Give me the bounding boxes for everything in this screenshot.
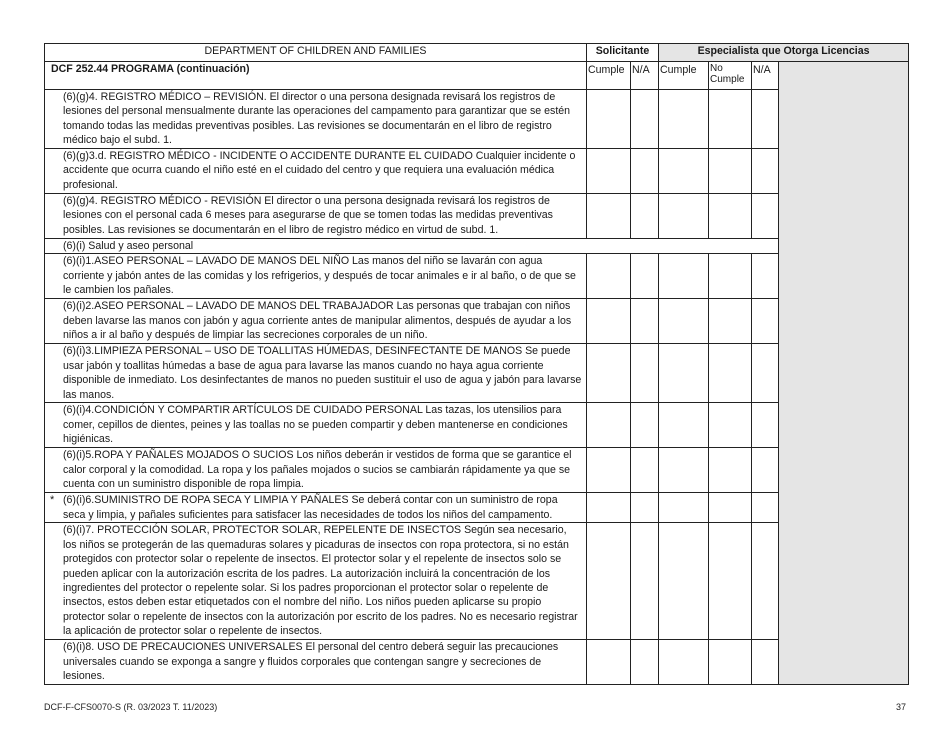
requirement-body: (6)(g)3.d. REGISTRO MÉDICO - INCIDENTE O ACCIDENTE DURANTE EL CUIDADO Cualquier incidente o accidente que ocurra cuando el niño esté en el cuidado del centro y que requiera una evaluación médica profesional.: [63, 150, 576, 191]
specialist-cumple-cell[interactable]: [659, 254, 709, 299]
requirement-text: [45, 448, 587, 493]
specialist-na-cell[interactable]: [752, 344, 779, 403]
requirement-text: [45, 493, 587, 523]
applicant-cumple-cell[interactable]: [587, 90, 631, 149]
requirement-text: [45, 403, 587, 448]
requirement-body: (6)(i)2.ASEO PERSONAL – LAVADO DE MANOS DEL TRABAJADOR Las personas que trabajan con niños deben lavarse las manos con jabón y agua corriente antes de manipular alimentos, después de ayudar a los niños a ir al baño y después de limpiar las secreciones corporales de un niño.: [63, 300, 572, 342]
applicant-na-cell[interactable]: [631, 344, 659, 403]
col-na-especialista: N/A: [752, 62, 779, 90]
specialist-no-cumple-cell[interactable]: [709, 448, 752, 493]
specialist-na-cell[interactable]: [752, 448, 779, 493]
specialist-cumple-cell[interactable]: [659, 299, 709, 344]
requirement-text: [45, 640, 587, 685]
requirement-text: [45, 149, 587, 194]
specialist-na-cell[interactable]: [752, 523, 779, 640]
shaded-column: [779, 62, 909, 685]
specialist-no-cumple-cell[interactable]: [709, 493, 752, 523]
specialist-na-cell[interactable]: [752, 493, 779, 523]
applicant-cumple-cell[interactable]: [587, 523, 631, 640]
specialist-na-cell[interactable]: [752, 403, 779, 448]
applicant-na-cell[interactable]: [631, 299, 659, 344]
specialist-no-cumple-cell[interactable]: [709, 90, 752, 149]
specialist-no-cumple-cell[interactable]: [709, 403, 752, 448]
specialist-no-cumple-cell[interactable]: [709, 194, 752, 239]
requirement-text: [45, 90, 587, 149]
requirement-body: (6)(i)3.LIMPIEZA PERSONAL – USO DE TOALLITAS HÚMEDAS, DESINFECTANTE DE MANOS Se puede usar jabón y toallitas húmedas a base de agua para lavarse las manos cuando no haya agua corriente disponible de inmediato. Los desinfectantes de manos no pueden sustituir el uso de agua y jabón para lavarse las manos.: [63, 345, 582, 401]
requirement-text: [45, 299, 587, 344]
requirement-text: [45, 344, 587, 403]
specialist-cumple-cell[interactable]: [659, 403, 709, 448]
col-na-solicitante: N/A: [631, 62, 659, 90]
requirement-body: (6)(i)1.ASEO PERSONAL – LAVADO DE MANOS DEL NIÑO Las manos del niño se lavarán con agua corriente y jabón antes de las comidas y los refrigerios, y después de tocar animales e ir al baño, o de que se le cambien los pañales.: [63, 255, 576, 297]
requirement-text: [45, 254, 587, 299]
specialist-no-cumple-cell[interactable]: [709, 149, 752, 194]
requirement-text: [45, 194, 587, 239]
applicant-na-cell[interactable]: [631, 448, 659, 493]
applicant-cumple-cell[interactable]: [587, 254, 631, 299]
section-title: DCF 252.44 PROGRAMA (continuación): [45, 62, 587, 90]
col-cumple-especialista: Cumple: [659, 62, 709, 90]
specialist-na-cell[interactable]: [752, 299, 779, 344]
department-heading: DEPARTMENT OF CHILDREN AND FAMILIES: [45, 44, 587, 62]
specialist-cumple-cell[interactable]: [659, 90, 709, 149]
requirement-body: (6)(i)6.SUMINISTRO DE ROPA SECA Y LIMPIA Y PAÑALES Se deberá contar con un suministro de ropa seca y limpia, y pañales suficientes para satisfacer las necesidades de todos los niños del campamento.: [63, 494, 558, 521]
checklist-table: [44, 43, 909, 685]
applicant-na-cell[interactable]: [631, 403, 659, 448]
specialist-cumple-cell[interactable]: [659, 523, 709, 640]
specialist-cumple-cell[interactable]: [659, 194, 709, 239]
column-header-row: [45, 62, 909, 90]
applicant-na-cell[interactable]: [631, 194, 659, 239]
header-row: [45, 44, 909, 62]
requirement-body: (6)(i)5.ROPA Y PAÑALES MOJADOS O SUCIOS Los niños deberán ir vestidos de forma que se garantice el calor corporal y la comodidad. La ropa y los pañales mojados o sucios se cambiarán rápidamente ya que se cuenta con un suministro disponible de ropa limpia.: [63, 449, 572, 491]
applicant-na-cell[interactable]: [631, 254, 659, 299]
page-number: 37: [895, 702, 906, 712]
especialista-heading: Especialista que Otorga Licencias: [659, 44, 909, 62]
col-cumple-solicitante: Cumple: [587, 62, 631, 90]
specialist-na-cell[interactable]: [752, 149, 779, 194]
applicant-na-cell[interactable]: [631, 90, 659, 149]
specialist-no-cumple-cell[interactable]: [709, 254, 752, 299]
specialist-na-cell[interactable]: [752, 194, 779, 239]
applicant-na-cell[interactable]: [631, 149, 659, 194]
applicant-cumple-cell[interactable]: [587, 344, 631, 403]
applicant-cumple-cell[interactable]: [587, 493, 631, 523]
requirement-body: (6)(i)4.CONDICIÓN Y COMPARTIR ARTÍCULOS DE CUIDADO PERSONAL Las tazas, los utensilios para comer, cepillos de dientes, peines y las toallas no se pueden compartir y deben mantenerse en condiciones higiénicas.: [63, 404, 568, 446]
requirement-body: (6)(i)7. PROTECCIÓN SOLAR, PROTECTOR SOLAR, REPELENTE DE INSECTOS Según sea necesario, los niños se protegerán de las quemaduras solares y picaduras de insectos con ropa protectora, si no están protegidos con protector solar o repelente de insectos. El protector solar y el repelente de insectos solo se pueden aplicar con la autorización escrita de los padres. La autorización incluirá la concentración de los ingredientes del protector o repelente solar. Si los padres proporcionan el protector solar o repelente de insectos, estos deben estar etiquetados con el nombre del niño. Los niños pueden aplicarse su propio protector solar o repelente de insectos con la autorización por escrito de los padres. No es necesario registrar la aplicación de protector solar o repelente de insectos.: [63, 524, 578, 638]
applicant-cumple-cell[interactable]: [587, 149, 631, 194]
applicant-cumple-cell[interactable]: [587, 640, 631, 685]
specialist-na-cell[interactable]: [752, 254, 779, 299]
asterisk-marker: *: [50, 494, 55, 507]
specialist-no-cumple-cell[interactable]: [709, 299, 752, 344]
specialist-na-cell[interactable]: [752, 90, 779, 149]
applicant-cumple-cell[interactable]: [587, 448, 631, 493]
applicant-na-cell[interactable]: [631, 523, 659, 640]
applicant-cumple-cell[interactable]: [587, 299, 631, 344]
applicant-cumple-cell[interactable]: [587, 403, 631, 448]
applicant-cumple-cell[interactable]: [587, 194, 631, 239]
requirement-text: [45, 523, 587, 640]
section-label: (6)(i) Salud y aseo personal: [45, 239, 779, 254]
specialist-cumple-cell[interactable]: [659, 149, 709, 194]
specialist-no-cumple-cell[interactable]: [709, 640, 752, 685]
requirement-body: (6)(g)4. REGISTRO MÉDICO - REVISIÓN El director o una persona designada revisará los registros de lesiones con el personal cada 6 meses para asegurarse de que se tomen todas las medidas preventivas posibles. Las revisiones se documentarán en el libro de registro médico en virtud de subd. 1.: [63, 195, 553, 236]
applicant-na-cell[interactable]: [631, 493, 659, 523]
specialist-no-cumple-cell[interactable]: [709, 344, 752, 403]
specialist-cumple-cell[interactable]: [659, 640, 709, 685]
specialist-na-cell[interactable]: [752, 640, 779, 685]
applicant-na-cell[interactable]: [631, 640, 659, 685]
specialist-cumple-cell[interactable]: [659, 493, 709, 523]
requirement-body: (6)(g)4. REGISTRO MÉDICO – REVISIÓN. El director o una persona designada revisará los registros de lesiones del personal mensualmente durante las operaciones del campamento para garantizar que se estén tomando todas las medidas preventivas posibles. Las revisiones se documentarán en el libro de registro médico bajo el subd. 1.: [63, 91, 571, 147]
col-no-cumple-especialista: No Cumple: [709, 62, 752, 90]
specialist-cumple-cell[interactable]: [659, 344, 709, 403]
solicitante-heading: Solicitante: [587, 44, 659, 62]
specialist-no-cumple-cell[interactable]: [709, 523, 752, 640]
requirement-body: (6)(i)8. USO DE PRECAUCIONES UNIVERSALES El personal del centro deberá seguir las precauciones universales cuando se exponga a sangre y fluidos corporales que contengan sangre y secreciones de lesiones.: [63, 641, 559, 683]
form-id: DCF-F-CFS0070-S (R. 03/2023 T. 11/2023): [44, 702, 218, 712]
specialist-cumple-cell[interactable]: [659, 448, 709, 493]
